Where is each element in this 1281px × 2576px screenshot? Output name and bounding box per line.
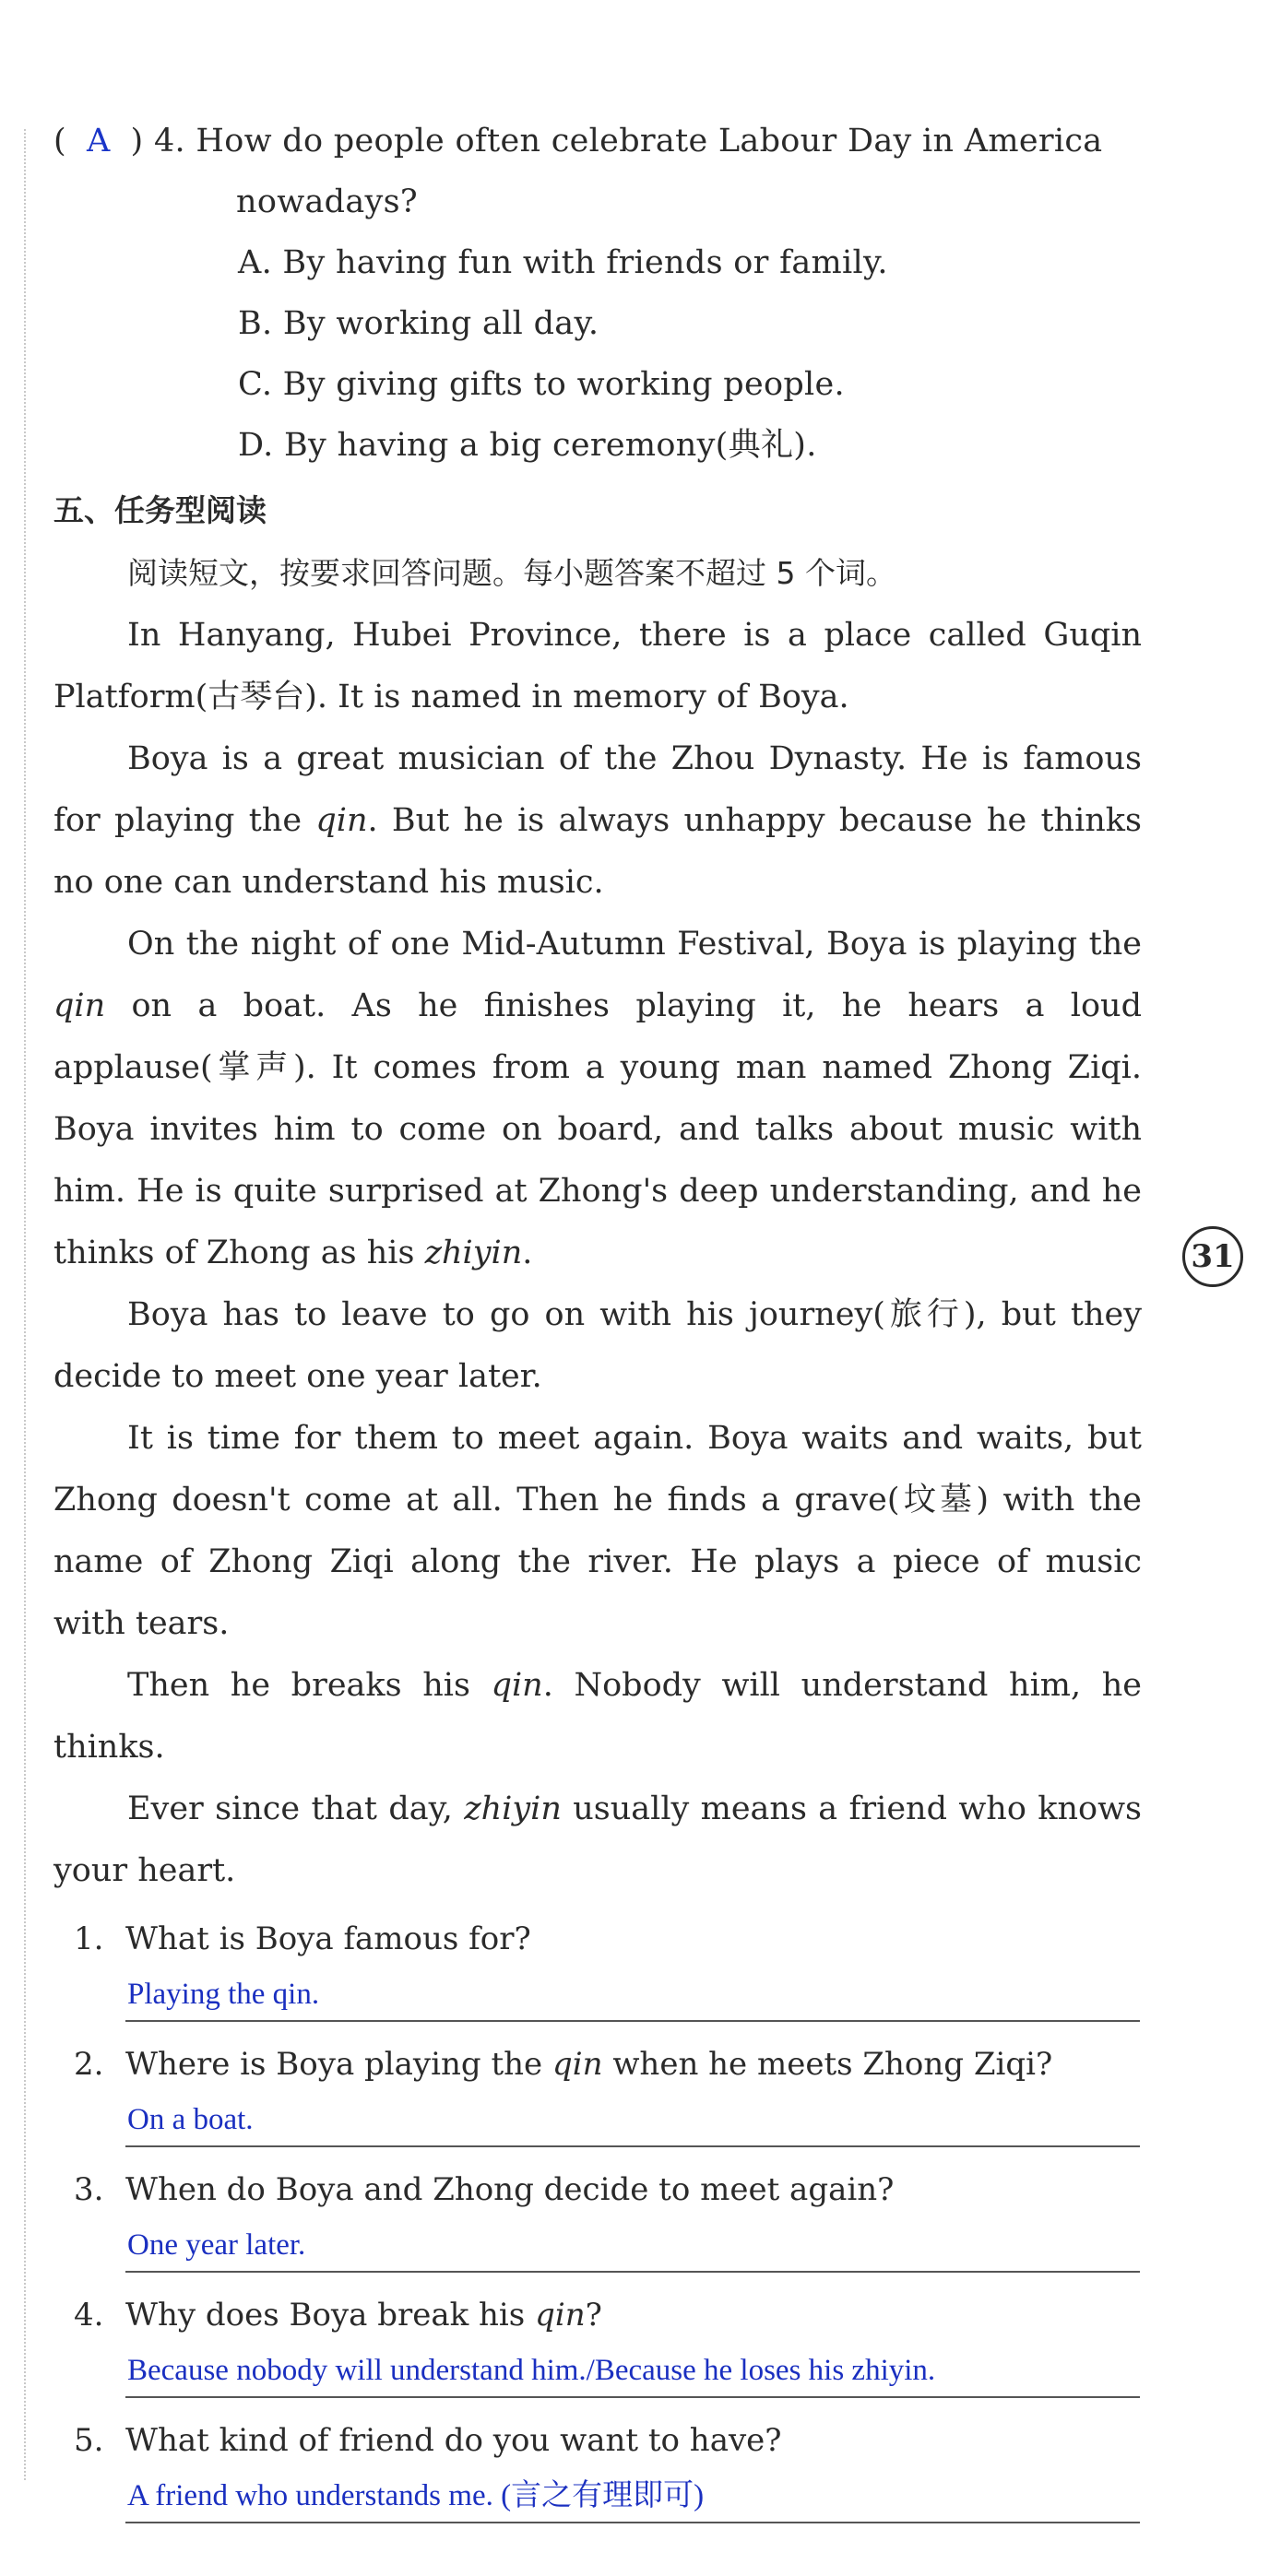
question-text: 3. When do Boya and Zhong decide to meet again? xyxy=(74,2171,895,2208)
passage-paragraph-6: Then he breaks his qin. Nobody will understand him, he thinks. xyxy=(53,1667,1143,1766)
answer-paren-open: ( xyxy=(53,123,66,160)
page-content xyxy=(53,111,1142,2536)
question-item xyxy=(53,2411,1142,2523)
left-margin-rule xyxy=(24,129,26,2480)
mc-option-c: C. By giving gifts to working people. xyxy=(238,366,845,403)
passage-paragraph-1: In Hanyang, Hubei Province, there is a place called Guqin Platform(古琴台). It is named in memory of Boya. xyxy=(53,617,1142,715)
mc-number: 4. xyxy=(153,123,185,160)
answer-line: Playing the qin. xyxy=(125,1968,1140,2022)
passage-paragraph-3: On the night of one Mid-Autumn Festival, Boya is playing the qin on a boat. As he finishes playing it, he hears a loud applause(掌声). It comes from a young man named Zhong Ziqi. Boya invites him to come on board, and talks about music with him. He is quite surprised at Zhong's deep understanding, and he thinks of Zhong as his zhiyin. xyxy=(53,926,1142,1271)
question-item xyxy=(53,2160,1142,2273)
question-text: 5. What kind of friend do you want to have? xyxy=(74,2422,782,2459)
question-text: 4. Why does Boya break his qin? xyxy=(74,2297,602,2334)
passage-paragraph-5: It is time for them to meet again. Boya waits and waits, but Zhong doesn't come at all. Then he finds a grave(坟墓) with the name of Zhong Ziqi along the river. He plays a piece of music with tears. xyxy=(53,1420,1142,1642)
question-text: 2. Where is Boya playing the qin when he meets Zhong Ziqi? xyxy=(74,2046,1053,2083)
passage-paragraph-2: Boya is a great musician of the Zhou Dynasty. He is famous for playing the qin. But he is always unhappy because he thinks no one can understand his music. xyxy=(53,740,1142,901)
question-text: 1. What is Boya famous for? xyxy=(74,1920,531,1957)
answer-line: One year later. xyxy=(125,2219,1140,2273)
passage-paragraph-4: Boya has to leave to go on with his journey(旅行), but they decide to meet one year later. xyxy=(53,1296,1142,1395)
mc-question-line2: nowadays? xyxy=(236,183,418,220)
mc-question-line1: How do people often celebrate Labour Day in America xyxy=(196,123,1103,160)
mc-option-a: A. By having fun with friends or family. xyxy=(238,244,888,281)
question-item xyxy=(53,2035,1142,2147)
answer-paren-close: ) xyxy=(130,123,144,160)
section-instruction: 阅读短文，按要求回答问题。每小题答案不超过 5 个词。 xyxy=(127,555,896,591)
mc-option-d: D. By having a big ceremony(典礼). xyxy=(238,427,817,464)
passage-paragraph-7: Ever since that day, zhiyin usually means a friend who knows your heart. xyxy=(53,1790,1142,1889)
question-item xyxy=(53,2286,1142,2398)
answer-line: A friend who understands me. (言之有理即可) xyxy=(125,2470,1140,2523)
section-title: 五、任务型阅读 xyxy=(53,492,267,528)
answer-line: On a boat. xyxy=(125,2094,1140,2147)
mc-answer: A xyxy=(86,123,111,160)
answer-line: Because nobody will understand him./Because he loses his zhiyin. xyxy=(125,2345,1140,2398)
mc-question-4 xyxy=(53,111,1142,171)
question-list xyxy=(53,1909,1142,2523)
page-number-badge: 31 xyxy=(1182,1226,1243,1287)
mc-option-b: B. By working all day. xyxy=(238,305,599,342)
question-item xyxy=(53,1909,1142,2022)
